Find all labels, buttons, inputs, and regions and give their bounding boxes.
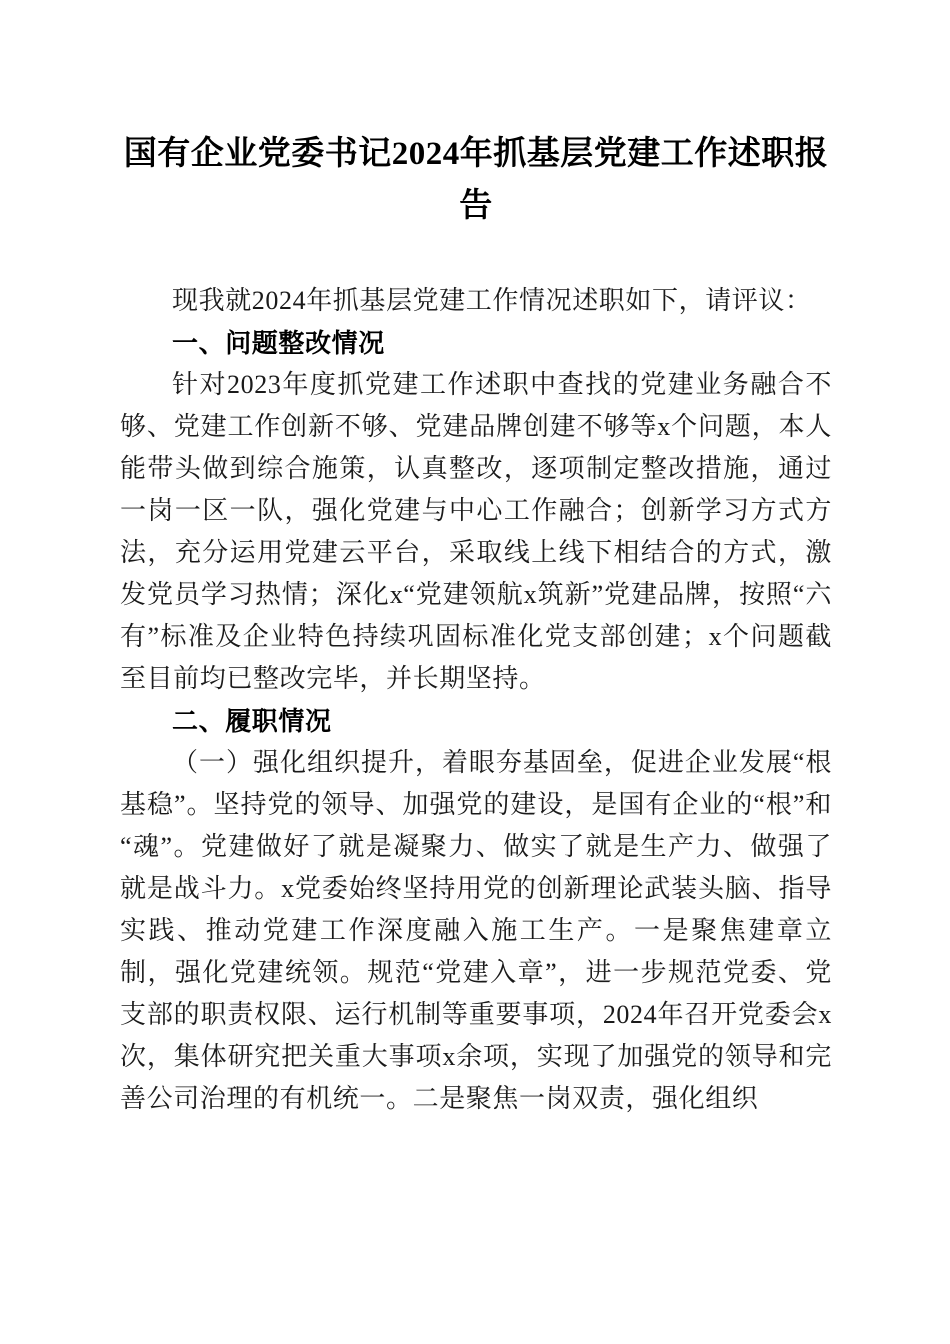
intro-paragraph: 现我就2024年抓基层党建工作情况述职如下，请评议： xyxy=(172,286,812,315)
section-heading-2: 二、履职情况 xyxy=(172,706,332,736)
document-content xyxy=(120,0,832,1120)
section-2-paragraph-1: （一）强化组织提升，着眼夯基固垒，促进企业发展“根基稳”。坚持党的领导、加强党的建设，是国有企业的“根”和“魂”。党建做好了就是凝聚力、做实了就是生产力、做强了就是战斗力。x党委始终坚持用党的创新理论武装头脑、指导实践、推动党建工作深度融入施工生产。一是聚焦建章立制，强化党建统领。规范“党建入章”，进一步规范党委、党支部的职责权限、运行机制等重要事项，2024年召开党委会x次，集体研究把关重大事项x余项，实现了加强党的领导和完善公司治理的有机统一。二是聚焦一岗双责，强化组织 xyxy=(120,748,832,1113)
page-title: 国有企业党委书记2024年抓基层党建工作述职报告 xyxy=(123,136,829,224)
section-1-paragraph-1: 针对2023年度抓党建工作述职中查找的党建业务融合不够、党建工作创新不够、党建品牌创建不够等x个问题，本人能带头做到综合施策，认真整改，逐项制定整改措施，通过一岗一区一队，强化党建与中心工作融合；创新学习方式方法，充分运用党建云平台，采取线上线下相结合的方式，激发党员学习热情；深化x“党建领航x筑新”党建品牌，按照“六有”标准及企业特色持续巩固标准化党支部创建；x个问题截至目前均已整改完毕，并长期坚持。 xyxy=(120,370,832,693)
section-heading-1: 一、问题整改情况 xyxy=(172,328,385,358)
